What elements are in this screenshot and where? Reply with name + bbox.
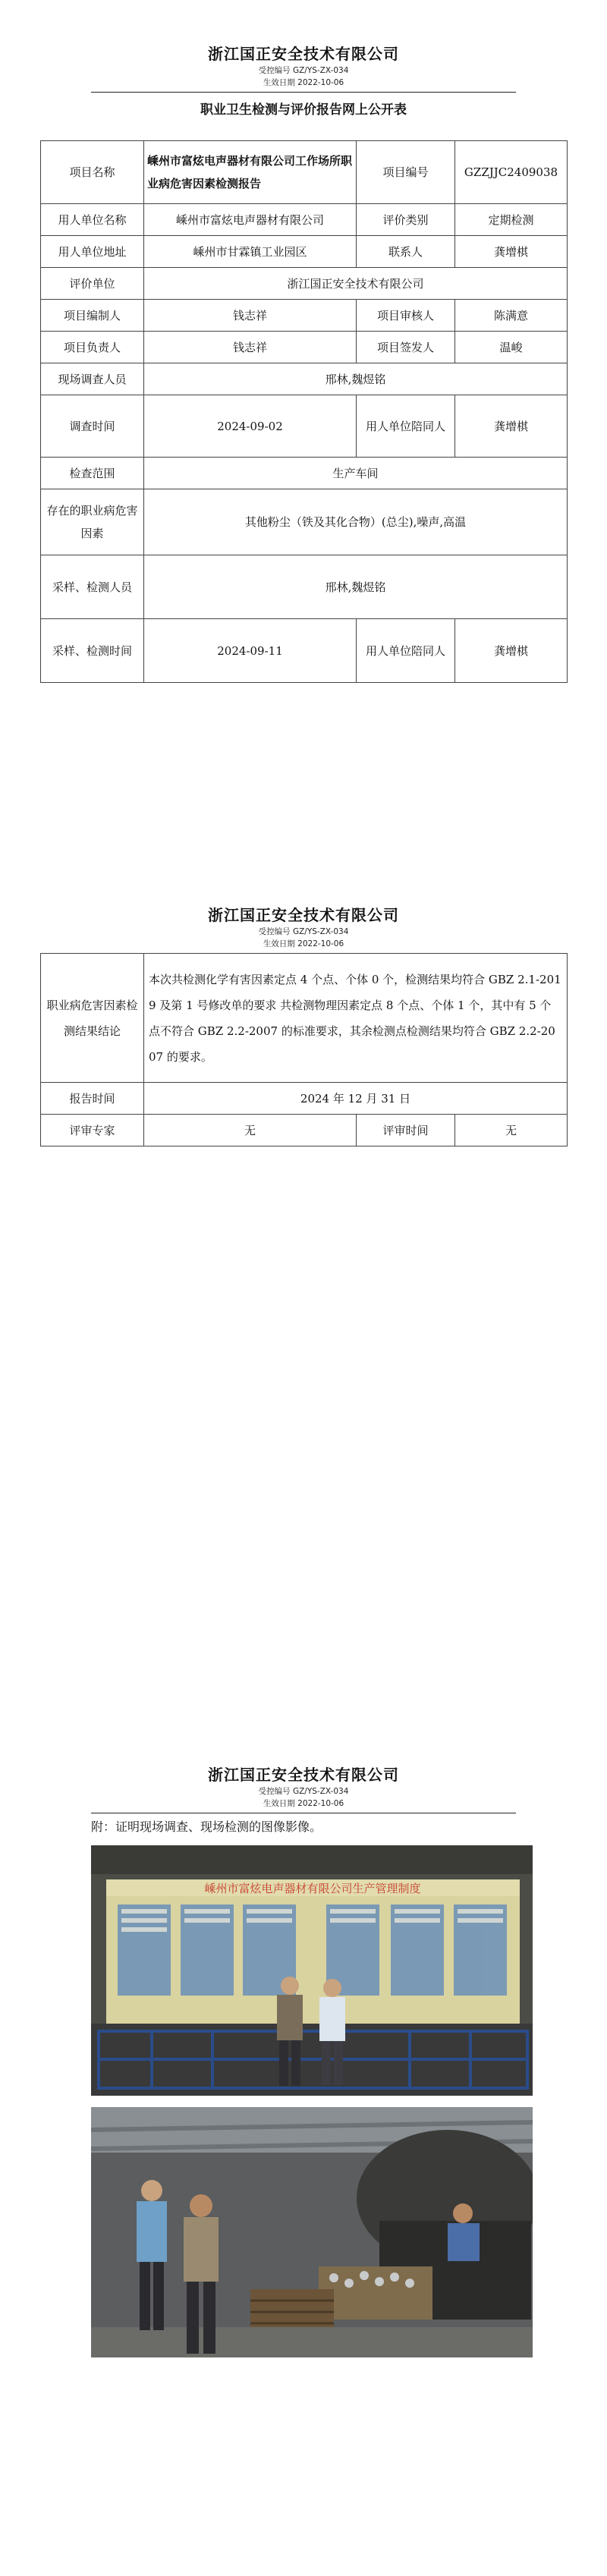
value-project-no: GZZJJC2409038: [455, 141, 568, 204]
site-sampling-photo: [91, 2107, 533, 2357]
value-scope: 生产车间: [144, 458, 568, 489]
control-number: 受控编号 GZ/YS-ZX-034: [258, 66, 349, 75]
label-conclusion: 职业病危害因素检测结果结论: [41, 954, 144, 1083]
value-address: 嵊州市甘霖镇工业园区: [144, 236, 357, 268]
value-companion2: 龚增棋: [455, 619, 568, 683]
label-compiler: 项目编制人: [41, 300, 144, 332]
label-companion2: 用人单位陪同人: [357, 619, 455, 683]
label-report-time: 报告时间: [41, 1083, 144, 1115]
label-employer: 用人单位名称: [41, 204, 144, 236]
banner-text: 嵊州市富炫电声器材有限公司生产管理制度: [204, 1882, 421, 1895]
label-review-time: 评审时间: [357, 1115, 455, 1146]
label-reviewer: 项目审核人: [357, 300, 455, 332]
label-project-no: 项目编号: [357, 141, 455, 204]
value-sample-time: 2024-09-11: [144, 619, 357, 683]
label-address: 用人单位地址: [41, 236, 144, 268]
header-rule: [91, 92, 516, 93]
label-expert: 评审专家: [41, 1115, 144, 1146]
label-hazards: 存在的职业病危害因素: [41, 489, 144, 555]
value-contact: 龚增棋: [455, 236, 568, 268]
disclosure-table: [40, 140, 568, 683]
conclusion-table: [40, 953, 568, 1146]
value-conclusion: 本次共检测化学有害因素定点 4 个点、个体 0 个，检测结果均符合 GBZ 2.1-2019 及第 1 号修改单的要求 共检测物理因素定点 8 个点、个体 1 个，其中有 5 个点不符合 GBZ 2.2-2007 的标准要求，其余检测点检测结果均符合 GBZ 2.2-2007 的要求。: [144, 954, 568, 1083]
value-hazards: 其他粉尘（铁及其化合物）(总尘),噪声,高温: [144, 489, 568, 555]
effective-date: 生效日期 2022-10-06: [263, 1799, 344, 1808]
label-investigator: 现场调查人员: [41, 363, 144, 395]
value-report-time: 2024 年 12 月 31 日: [144, 1083, 568, 1115]
company-name: 浙江国正安全技术有限公司: [208, 906, 399, 924]
control-number: 受控编号 GZ/YS-ZX-034: [258, 927, 349, 936]
effective-date: 生效日期 2022-10-06: [263, 78, 344, 87]
value-leader: 钱志祥: [144, 332, 357, 363]
value-review-time: 无: [455, 1115, 568, 1146]
site-survey-photo: [91, 1845, 533, 2096]
label-sample-time: 采样、检测时间: [41, 619, 144, 683]
attachment-note: 附：证明现场调查、现场检测的图像影像。: [91, 1820, 322, 1834]
label-scope: 检查范围: [41, 458, 144, 489]
value-employer: 嵊州市富炫电声器材有限公司: [144, 204, 357, 236]
label-eval-type: 评价类别: [357, 204, 455, 236]
value-eval-type: 定期检测: [455, 204, 568, 236]
effective-date: 生效日期 2022-10-06: [263, 939, 344, 948]
value-project-name: 嵊州市富炫电声器材有限公司工作场所职业病危害因素检测报告: [144, 141, 357, 204]
value-investigator: 邢林,魏煜铭: [144, 363, 568, 395]
label-companion: 用人单位陪同人: [357, 395, 455, 458]
value-sampler: 邢林,魏煜铭: [144, 555, 568, 619]
value-eval-unit: 浙江国正安全技术有限公司: [144, 268, 568, 300]
control-number: 受控编号 GZ/YS-ZX-034: [258, 1787, 349, 1796]
label-project-name: 项目名称: [41, 141, 144, 204]
label-eval-unit: 评价单位: [41, 268, 144, 300]
label-issuer: 项目签发人: [357, 332, 455, 363]
company-name: 浙江国正安全技术有限公司: [208, 45, 399, 63]
value-issuer: 温峻: [455, 332, 568, 363]
document-title: 职业卫生检测与评价报告网上公开表: [200, 102, 407, 118]
label-sampler: 采样、检测人员: [41, 555, 144, 619]
value-expert: 无: [144, 1115, 357, 1146]
value-companion: 龚增棋: [455, 395, 568, 458]
label-contact: 联系人: [357, 236, 455, 268]
company-name: 浙江国正安全技术有限公司: [208, 1766, 399, 1784]
label-leader: 项目负责人: [41, 332, 144, 363]
label-survey-time: 调查时间: [41, 395, 144, 458]
value-survey-time: 2024-09-02: [144, 395, 357, 458]
value-compiler: 钱志祥: [144, 300, 357, 332]
value-reviewer: 陈满意: [455, 300, 568, 332]
